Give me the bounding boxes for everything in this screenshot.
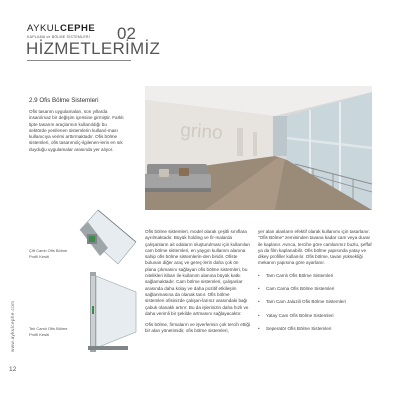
profile-section-drawing — [78, 208, 138, 268]
bullet-icon: • — [258, 286, 260, 292]
body-paragraph: Ofis bölme sistemleri, model olarak çeşitli sınıflara ayrılmaktadır. Büyük holding ve fir-malarda çalışanların ait odaların oluşturulması için kullanılan cam bölme sistemleri, en yaygın kullanım alanına sahip ofis bölme sistemlerin-den biridir. Ofiste bulunan diğer araç ve gereç-lerin daha çok ön plana çıkmasını sağlayan ofis bölme sistemleri, bu nitelikleri itibarı ile kullanım alanına büyük katkı sağlamaktadır. Cam bölme sistemleri, çalışanlar arasında daha kolay ve daha pozitif etkileşim sağlanmasına da olanak tanır. Ofis bölme sistemleri ofisinizde çalışan-larınız arasındaki bağı çabuk olanaklı artırır. Bu da işlerinizin daha hızlı ve daha verimli bir şekilde artmasını sağlayacaktır. — [145, 229, 250, 316]
double-glass-profile-image — [78, 208, 138, 268]
section-heading: 2.9 Ofis Bölme Sistemleri — [29, 97, 99, 104]
list-item: • Tam Camlı Ofis Bölme Sistemleri — [258, 272, 334, 278]
page-number: 12 — [9, 366, 17, 373]
intro-paragraph: Ofis tasarım uygulamaları, son yıllarda insan/imaz bir değişim içerisine girmiştir. Farklı tipte tasarım araçlarının kullanıldığı bu sektörde yenilenen sistemlerin kullanıl-ması kullanıcıya verimi arttırmaktadır. Ofis bölme sistemleri, ofis tasarımı/iç-ilgilenen-lerin en sık duyduğu uygulamalar arasında yer alıyor. — [29, 109, 124, 152]
brand-name: AYKULCEPHE — [27, 23, 96, 34]
page-title: HİZMETLERİMİZ — [26, 39, 161, 58]
bullet-icon: • — [258, 272, 260, 278]
body-column-2 — [258, 229, 374, 339]
bullet-icon: • — [258, 299, 260, 305]
profile-caption-2: Tek Camlı Ofis Bölme Profil Kesiti — [29, 326, 68, 337]
list-item: • Yatay Cam Ofis Bölme Sistemleri — [258, 312, 334, 318]
section-number: 02 — [117, 24, 136, 43]
body-paragraph: Ofis bölme, firmaların ve işverlerinin çok tercih ettiği bir alan yönetimidir, ofis bölme sistemleri, — [145, 322, 250, 334]
profile-section-drawing — [78, 272, 138, 352]
bullet-icon: • — [258, 325, 260, 331]
bullet-icon: • — [258, 312, 260, 318]
list-item: • Seperatör Ofis Bölme Sistemleri — [258, 325, 332, 331]
list-item: • Tam Cam Jaluzili Ofis Bölme Sistemleri — [258, 299, 346, 305]
profile-caption-1: Çift Camlı Ofis Bölme Profil Kesiti — [29, 248, 68, 259]
office-photo — [145, 86, 372, 210]
website-url: www.aykulcephe.com — [10, 300, 15, 352]
brand-tagline: KAPLAMA ve BÖLME SİSTEMLERİ — [27, 35, 90, 39]
office-illustration — [145, 86, 372, 210]
body-paragraph: yer alan alanların efektif olarak kullanımı için tasarlanır. "Ofis Bölme" zemininden tavana kadar cam veya duvar ile kaplanır. Avrıca, tercihe göre camlarımız buzlu, şeffaf ya da film kaplanabilir. Ofis bölme yapısında yatay ve dikey profiller kullanılır. Ofis bölme, tavan yüksekliği mekanın yapısına göre ayarlanır. — [258, 229, 372, 266]
title-divider — [27, 60, 131, 61]
list-item: • Cam Cama Ofis Bölme Sistemleri — [258, 286, 335, 292]
wall-logo-text: grino — [179, 120, 224, 144]
body-column-1 — [145, 229, 250, 340]
system-list — [258, 273, 374, 332]
single-glass-profile-image — [78, 272, 138, 352]
brand-logo — [27, 23, 95, 39]
